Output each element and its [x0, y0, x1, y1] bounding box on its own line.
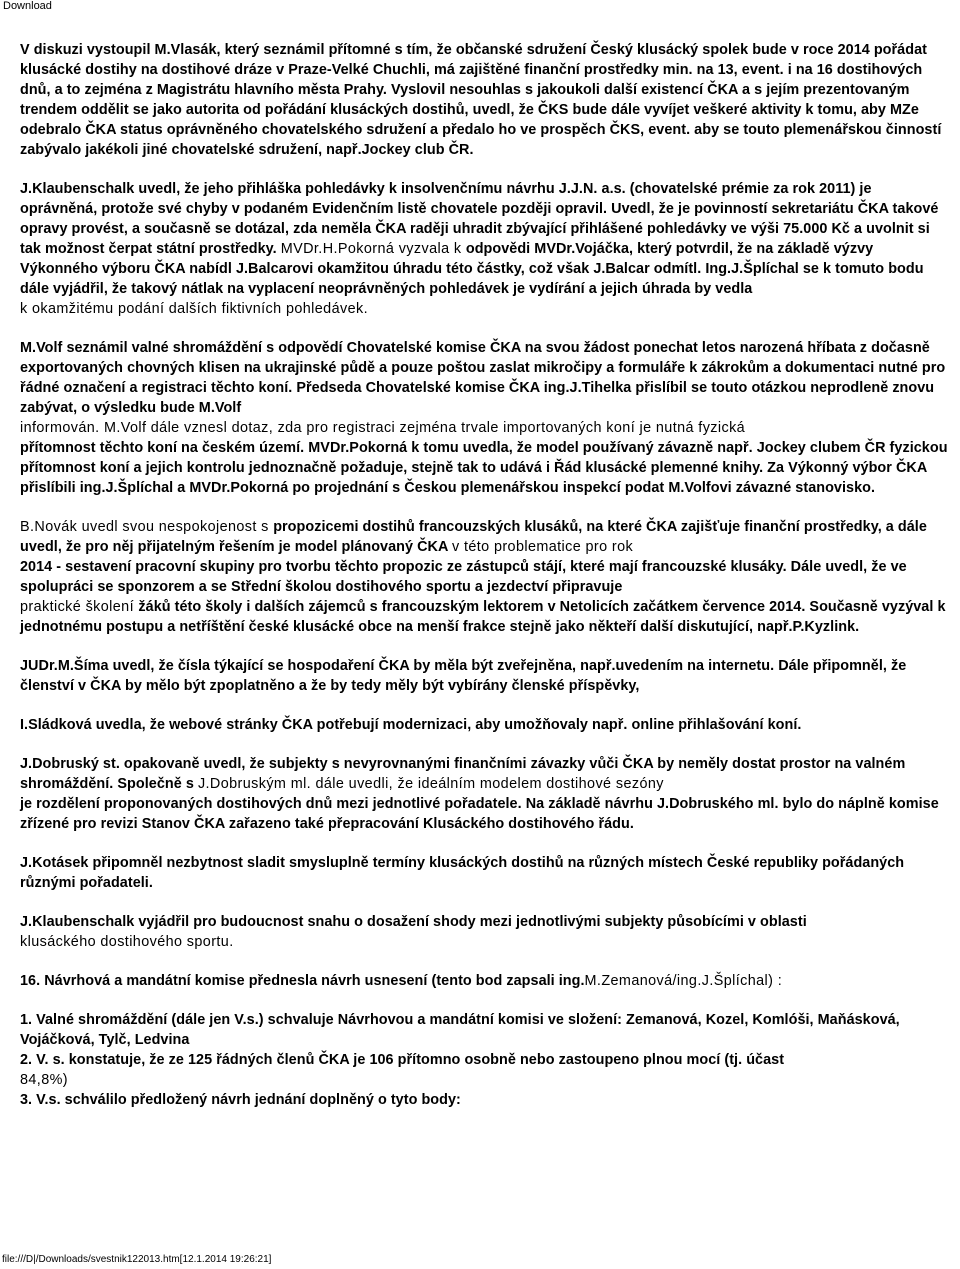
paragraph-sima [20, 656, 950, 696]
paragraph-text: 2014 - sestavení pracovní skupiny pro tvorbu těchto propozic ze zástupců stájí, které mají francouzské klusáky. Dále uvedl, že ve spolupráci se sponzorem a se Střední školou dostihového sportu a jezdectví připravuje [20, 559, 907, 595]
paragraph-text-normal: v této problematice pro rok [451, 539, 634, 555]
resolution-item-1: 1. Valné shromáždění (dále jen V.s.) schvaluje Návrhovou a mandátní komisi ve složení: Zemanová, Kozel, Komlóši, Maňásková, Vojáčková, Tylč, Ledvina [20, 1012, 900, 1048]
paragraph-text: I.Sládková uvedla, že webové stránky ČKA potřebují modernizaci, aby umožňovaly např. online přihlašování koní. [20, 717, 802, 733]
paragraph-text: J.Dobruský st. opakovaně uvedl, že subjekty s nevyrovnanými finančními závazky vůči ČKA by neměly dostat prostor na valném shromáždění. Společně s [20, 756, 906, 792]
paragraph-text-normal: k okamžitému podání dalších fiktivních pohledávek. [20, 301, 368, 317]
paragraph-text: propozicemi dostihů francouzských klusáků, na které ČKA zajišťuje finanční prostředky, a dále uvedl, že pro něj přijatelným řešením je model plánovaný ČKA [20, 519, 927, 555]
paragraph-vlasak [20, 40, 950, 160]
page-footer-path: file:///D|/Downloads/svestnik122013.htm[12.1.2014 19:26:21] [2, 1254, 272, 1265]
paragraph-text: žáků této školy i dalších zájemců s francouzským lektorem v Netolicích začátkem července 2014. Současně vyzýval k jednotnému postupu a netříštění české klusácké obce na menší frakce stejně jako někteří další diskutující, např.P.Kyzlink. [20, 599, 946, 635]
paragraph-text-normal: MVDr.H.Pokorná vyzvala k [280, 241, 466, 257]
paragraph-text-normal: praktické školení [20, 599, 139, 615]
paragraph-text: je rozdělení proponovaných dostihových dnů mezi jednotlivé pořadatele. Na základě návrhu J.Dobruského ml. bylo do náplně komise zřízené pro revizi Stanov ČKA zařazeno také přepracování Klusáckého dostihového řádu. [20, 796, 939, 832]
paragraph-klaubenschalk [20, 179, 950, 319]
paragraph-text-normal: informován. M.Volf dále vznesl dotaz, zda pro registraci zejména trvale importovaných koní je nutná fyzická [20, 420, 746, 436]
paragraph-text-normal: klusáckého dostihového sportu. [20, 934, 234, 950]
paragraph-resolution-heading [20, 971, 950, 991]
paragraph-sladkova [20, 715, 950, 735]
paragraph-text: JUDr.M.Šíma uvedl, že čísla týkající se hospodaření ČKA by měla být zveřejněna, např.uvedením na internetu. Dále připomněl, že členství v ČKA by mělo být zpoplatněno a že by tedy měly být vybírány členské příspěvky, [20, 658, 907, 694]
paragraph-text-normal: M.Zemanová/ing.J.Šplíchal) : [584, 973, 783, 989]
resolution-list [20, 1010, 950, 1110]
paragraph-klaubenschalk-2 [20, 912, 950, 952]
paragraph-text: J.Kotásek připomněl nezbytnost sladit smysluplně termíny klusáckých dostihů na různých místech České republiky pořádaných různými pořadateli. [20, 855, 905, 891]
resolution-item-2: 2. V. s. konstatuje, že ze 125 řádných členů ČKA je 106 přítomno osobně nebo zastoupeno plnou mocí (tj. účast [20, 1052, 785, 1068]
paragraph-text: 16. Návrhová a mandátní komise přednesla návrh usnesení (tento bod zapsali ing. [20, 973, 585, 989]
paragraph-text: M.Volf seznámil valné shromáždění s odpovědí Chovatelské komise ČKA na svou žádost ponechat letos narozená hříbata z dočasně exportovaných chovných klisen na ukrajinské půdě a pouze poštou zaslat mikročipy a formuláře k zákrokům a dokumentaci nutné pro řádné označení a registraci těchto koní. Předseda Chovatelské komise ČKA ing.J.Tihelka přislíbil se touto otázkou neprodleně znovu zabývat, o výsledku bude M.Volf [20, 340, 946, 416]
download-link[interactable]: Download [3, 0, 52, 12]
paragraph-text-normal: J.Dobruským ml. dále uvedli, že ideálním modelem dostihové sezóny [197, 776, 664, 792]
resolution-item-3: 3. V.s. schválilo předložený návrh jednání doplněný o tyto body: [20, 1092, 461, 1108]
resolution-item-2-cont: 84,8%) [20, 1072, 68, 1088]
paragraph-dobrusky [20, 754, 950, 834]
paragraph-text: přítomnost těchto koní na českém území. MVDr.Pokorná k tomu uvedla, že model používaný závazně např. Jockey clubem ČR fyzickou přítomnost koní a jejich kontrolu jednoznačně požaduje, stejně tak to udává i Řád klusácké plemenné knihy. Za Výkonný výbor ČKA přislíbili ing.J.Šplíchal a MVDr.Pokorná po projednání s Českou plemenářskou inspekcí podat M.Volfovi závazné stanovisko. [20, 440, 948, 496]
paragraph-volf [20, 338, 950, 498]
paragraph-text: V diskuzi vystoupil M.Vlasák, který seznámil přítomné s tím, že občanské sdružení Český klusácký spolek bude v roce 2014 pořádat klusácké dostihy na dostihové dráze v Praze-Velké Chuchli, má zajištěné finanční prostředky min. na 13, event. i na 16 dostihových dnů, a to zejména z Magistrátu hlavního města Prahy. Vyslovil nesouhlas s jakoukoli další existencí ČKA a s jejím prezentovaným trendem oddělit se jako autorita od pořádání klusáckých dostihů, uvedl, že ČKS bude dále vyvíjet veškeré aktivity k tomu, aby MZe odebralo ČKA status oprávněného chovatelského sdružení a předalo ho ve prospěch ČKS, event. aby se touto plemenářskou činností zabývalo jakékoli jiné chovatelské sdružení, např.Jockey club ČR. [20, 42, 942, 158]
paragraph-text: odpovědi MVDr.Vojáčka, který potvrdil, že na základě výzvy Výkonného výboru ČKA nabídl J.Balcarovi okamžitou úhradu této částky, což však J.Balcar odmítl. Ing.J.Šplíchal se k tomuto bodu dále vyjádřil, že takový nátlak na vyplacení neoprávněných pohledávek je vydírání a jejich úhrada by vedla [20, 241, 924, 297]
paragraph-text-normal: B.Novák uvedl svou nespokojenost s [20, 519, 274, 535]
paragraph-text: J.Klaubenschalk uvedl, že jeho přihláška pohledávky k insolvenčnímu návrhu J.J.N. a.s. (chovatelské prémie za rok 2011) je oprávněná, protože své chyby v podaném Evidenčním listě chovatele později opravil. Uvedl, že je povinností sekretariátu ČKA takové opravy provést, a současně se dotázal, zda neměla ČKA raději uhradit zbývající přihlášené pohledávky ve výši 75.000 Kč a uvolnit si tak možnost čerpat státní prostředky. [20, 181, 939, 257]
paragraph-novak [20, 517, 950, 637]
paragraph-kotasek [20, 853, 950, 893]
paragraph-text: J.Klaubenschalk vyjádřil pro budoucnost snahu o dosažení shody mezi jednotlivými subjekty působícími v oblasti [20, 914, 807, 930]
document-body [20, 40, 950, 1110]
